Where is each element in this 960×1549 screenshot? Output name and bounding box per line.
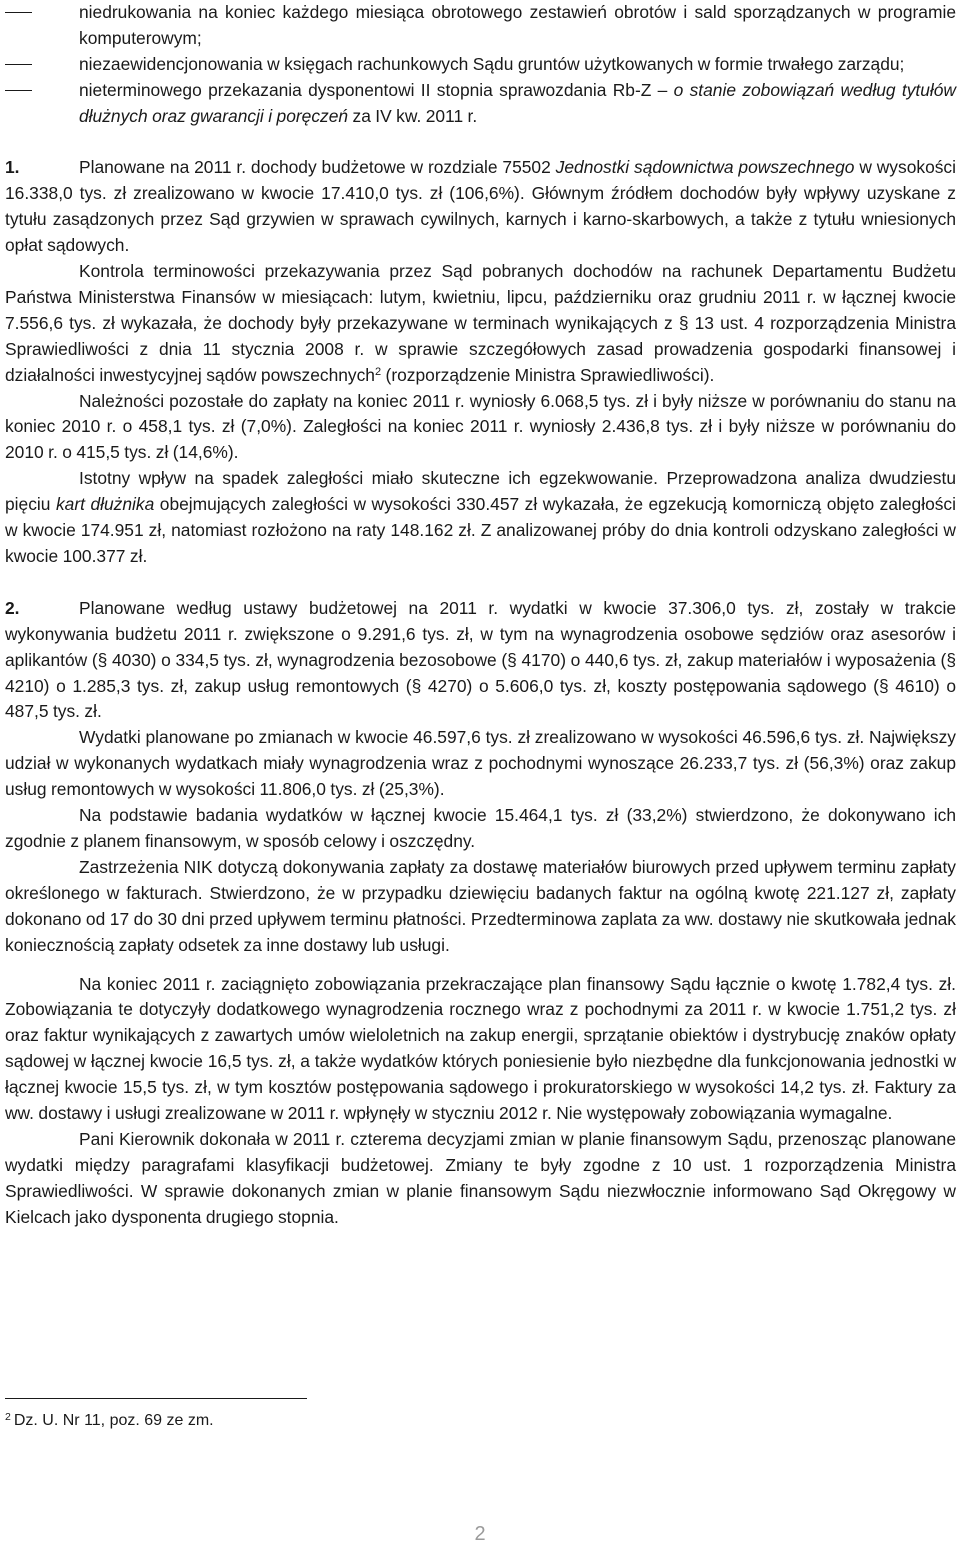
bullet-text: niedrukowania na koniec każdego miesiąca obrotowego zestawień obrotów i sald sporządzanych w programie komputerowym; — [79, 2, 956, 48]
section-1-paragraph-4 — [5, 466, 956, 570]
document-body — [5, 0, 956, 1231]
section-1-paragraph-1 — [5, 155, 956, 259]
section-1-paragraph-2 — [5, 259, 956, 389]
footnote-separator — [5, 1398, 307, 1399]
paragraph-text: obejmujących zaległości w wysokości 330.457 zł wykazała, że egzekucją komorniczą objęto zaległości w kwocie 174.951 zł, natomiast rozłożono na raty 148.162 zł. Z analizowanej próby do dnia kontroli odzyskano zaległości w kwocie 100.377 zł. — [5, 494, 956, 567]
bullet-text: za IV kw. 2011 r. — [348, 105, 478, 126]
bullet-text-italic: o stanie zobowiązań według tytułów dłużnych oraz gwarancji i poręczeń — [79, 79, 956, 126]
section-2-paragraph-2: Wydatki planowane po zmianach w kwocie 46.597,6 tys. zł zrealizowano w wysokości 46.596,6 tys. zł. Największy udział w wykonanych wydatkach miały wynagrodzenia wraz z pochodnymi wynoszące 26.233,7 tys. zł (56,3%) oraz zakup usług remontowych w wysokości 11.806,0 tys. zł (25,3%). — [5, 727, 956, 800]
bullet-item — [5, 0, 956, 52]
section-number: 1. — [5, 157, 20, 178]
footnote-text: Dz. U. Nr 11, poz. 69 ze zm. — [13, 1412, 214, 1429]
paragraph-text-italic: Jednostki sądownictwa powszechnego — [555, 157, 855, 178]
section-number: 2. — [5, 597, 20, 618]
paragraph-text: Planowane według ustawy budżetowej na 2011 r. wydatki w kwocie 37.306,0 tys. zł, zostały w trakcie wykonywania budżetu 2011 r. zwiększone o 9.291,6 tys. zł, w tym na wynagrodzenia osobowe sędziów oraz asesorów i aplikantów (§ 4030) o 334,5 tys. zł, wynagrodzenia bezosobowe (§ 4170) o 440,6 tys. zł, zakup materiałów i wyposażenia (§ 4210) o 1.285,3 tys. zł, zakup usług remontowych (§ 4270) o 5.606,0 tys. zł, koszty postępowania sądowego (§ 4610) o 487,5 tys. zł. — [5, 597, 956, 722]
dash-bullet-icon — [5, 90, 32, 91]
paragraph-text: w wysokości 16.338,0 tys. zł zrealizowano w kwocie 17.410,0 tys. zł (106,6%). Głównym źródłem dochodów były wpływy uzyskane z tytułu zasądzonych przez Sąd grzywien w sprawach cywilnych, karnych i karno-skarbowych, a także z tytułu wniesionych opłat sądowych. — [5, 157, 956, 256]
paragraph-text: Kontrola terminowości przekazywania przez Sąd pobranych dochodów na rachunek Departamentu Budżetu Państwa Ministerstwa Finansów w miesiącach: lutym, kwietniu, lipcu, październiku oraz grudniu 2011 r. w łącznej kwocie 7.556,6 tys. zł wykazała, że dochody były przekazywane w terminach wynikających z § 13 ust. 4 rozporządzenia Ministra Sprawiedliwości z dnia 11 stycznia 2008 r. w sprawie szczegółowych zasad prowadzenia gospodarki finansowej i działalności inwestycyjnej sądów powszechnych — [5, 261, 956, 385]
section-2-paragraph-4: Zastrzeżenia NIK dotyczą dokonywania zapłaty za dostawę materiałów biurowych przed upływem terminu zapłaty określonego w fakturach. Stwierdzono, że w przypadku dziewięciu badanych faktur na ogólną kwotę 221.127 zł, zapłaty dokonano od 17 do 30 dni przed upływem terminu płatności. Przedterminowa zaplata za ww. dostawy nie skutkowała jednak koniecznością zapłaty odsetek za inne dostawy lub usługi. — [5, 856, 956, 955]
section-2-paragraph-5: Na koniec 2011 r. zaciągnięto zobowiązania przekraczające plan finansowy Sądu łącznie o kwotę 1.782,4 tys. zł. Zobowiązania te dotyczyły dodatkowego wynagrodzenia rocznego wraz z pochodnymi za 2011 r. w kwocie 1.751,2 tys. zł oraz faktur wynikających z zawartych umów wieloletnich na zakup energii, sprzątanie obiektów i dystrybucję znaków opłaty sądowej w łącznej kwocie 16,5 tys. zł, a także wydatków których poniesienie było niezbędne dla funkcjonowania jednostki w łącznej kwocie 15,5 tys. zł, w tym kosztów postępowania sądowego i prokuratorskiego w wysokości 14,2 tys. zł. Faktury za ww. dostawy i usługi zrealizowane w 2011 r. wpłynęły w styczniu 2012 r. Nie występowały zobowiązania wymagalne. — [5, 973, 956, 1124]
section-1-paragraph-3: Należności pozostałe do zapłaty na koniec 2011 r. wyniosły 6.068,5 tys. zł i były niższe w porównaniu do stanu na koniec 2010 r. o 458,1 tys. zł (7,0%). Zaległości na koniec 2011 r. wyniosły 2.436,8 tys. zł i były niższe w porównaniu do 2010 r. o 415,5 tys. zł (14,6%). — [5, 390, 956, 463]
section-2-paragraph-6: Pani Kierownik dokonała w 2011 r. czterema decyzjami zmian w planie finansowym Sądu, przenosząc planowane wydatki między paragrafami klasyfikacji budżetowej. Zmiany te były zgodne z 10 ust. 1 rozporządzenia Ministra Sprawiedliwości. W sprawie dokonanych zmian w planie finansowym Sądu niezwłocznie informowano Sąd Okręgowy w Kielcach jako dysponenta drugiego stopnia. — [5, 1128, 956, 1227]
footnote — [5, 1410, 214, 1432]
paragraph-text: (rozporządzenie Ministra Sprawiedliwości). — [381, 364, 715, 385]
bullet-text: niezaewidencjonowania w księgach rachunkowych Sądu gruntów użytkowanych w formie trwałego zarządu; — [79, 53, 905, 74]
bullet-item — [5, 78, 956, 130]
bullet-text: nieterminowego przekazania dysponentowi II stopnia sprawozdania Rb-Z – — [79, 79, 674, 100]
section-2-paragraph-3: Na podstawie badania wydatków w łącznej kwocie 15.464,1 tys. zł (33,2%) stwierdzono, że dokonywano ich zgodnie z planem finansowym, w sposób celowy i oszczędny. — [5, 805, 956, 851]
bullet-item — [5, 52, 956, 78]
paragraph-text: Planowane na 2011 r. dochody budżetowe w rozdziale 75502 — [79, 157, 556, 178]
paragraph-text: Istotny wpływ na spadek zaległości miało skuteczne ich egzekwowanie. Przeprowadzona analiza dwudziestu pięciu — [5, 468, 956, 515]
footnote-marker: 2 — [5, 1411, 11, 1423]
section-2-paragraph-1 — [5, 596, 956, 726]
paragraph-text-italic: kart dłużnika — [55, 494, 155, 515]
footnote-reference[interactable]: 2 — [374, 365, 382, 378]
dash-bullet-icon — [5, 64, 32, 65]
page-number: 2 — [474, 1523, 486, 1545]
dash-bullet-icon — [5, 12, 32, 13]
